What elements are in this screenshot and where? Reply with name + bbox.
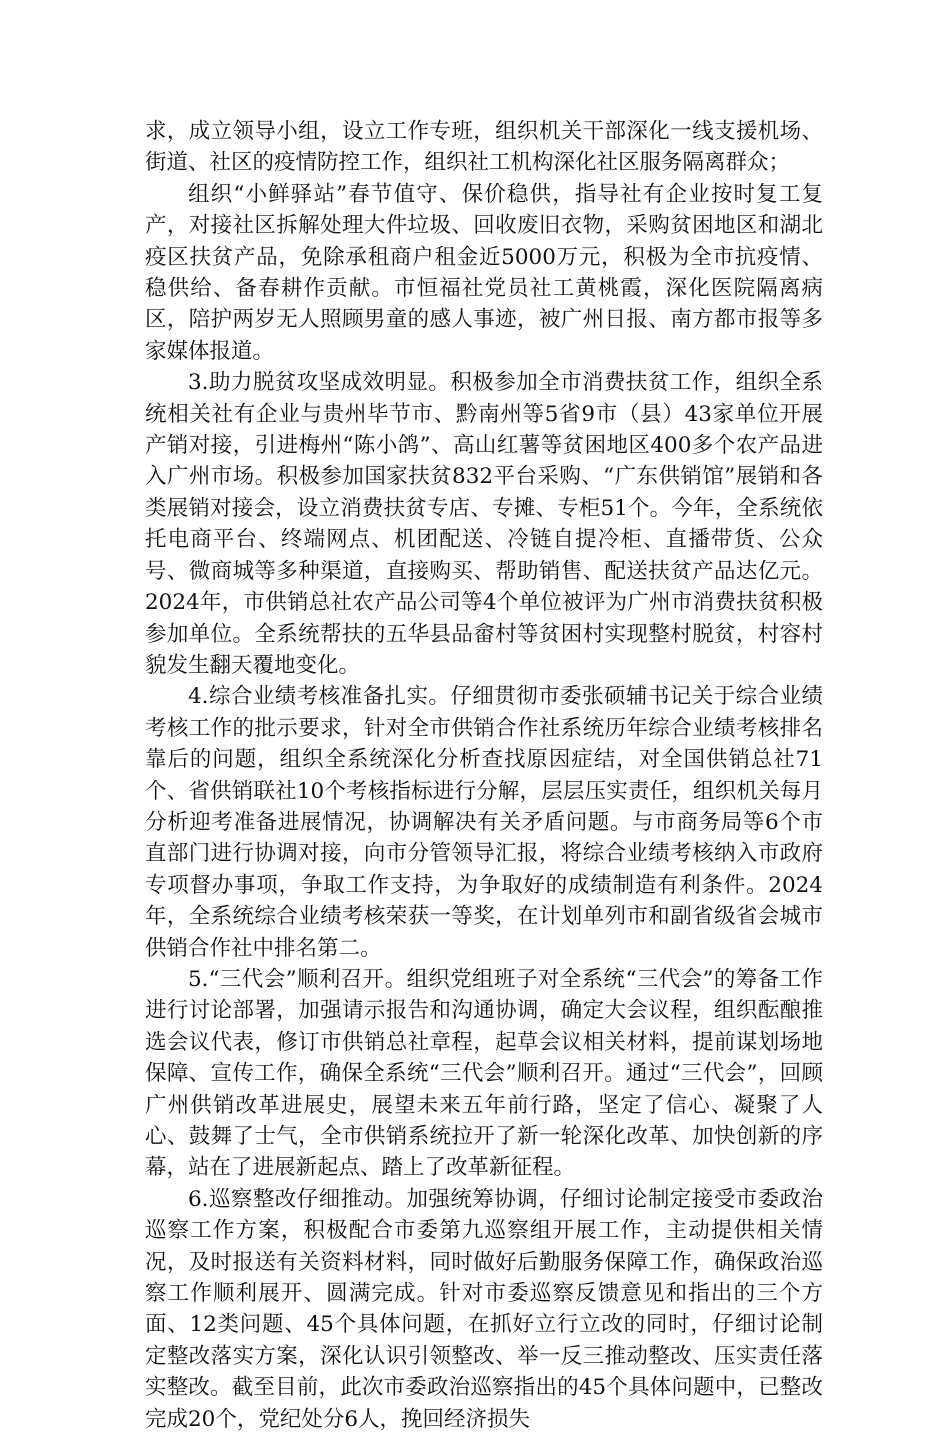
paragraph-inspection-rectification: 6.巡察整改仔细推动。加强统筹协调，仔细讨论制定接受市委政治巡察工作方案，积极配合市委第九巡察组开展工作，主动提供相关情况，及时报送有关资料材料，同时做好后勤服务保障工作，确保政治巡察工作顺利展开、圆满完成。针对市委巡察反馈意见和指出的三个方面、12类问题、45个具体问题，在抓好立行立改的同时，仔细讨论制定整改落实方案，深化认识引领整改、举一反三推动整改、压实责任落实整改。截至目前，此次市委政治巡察指出的45个具体问题中，已整改完成20个，党纪处分6人，挽回经济损失 — [145, 1186, 823, 1432]
paragraph-poverty-alleviation: 3.助力脱贫攻坚成效明显。积极参加全市消费扶贫工作，组织全系统相关社有企业与贵州毕节市、黔南州等5省9市（县）43家单位开展产销对接，引进梅州“陈小鸽”、高山红薯等贫困地区400多个农产品进入广州市场。积极参加国家扶贫832平台采购、“广东供销馆”展销和各类展销对接会，设立消费扶贫专店、专摊、专柜51个。今年，全系统依托电商平台、终端网点、机团配送、冷链自提冷柜、直播带货、公众号、微商城等多种渠道，直接购买、帮助销售、配送扶贫产品达亿元。2024年，市供销总社农产品公司等4个单位被评为广州市消费扶贫积极参加单位。全系统帮扶的五华县品畲村等贫困村实现整村脱贫，村容村貌发生翻天覆地变化。 — [145, 370, 823, 678]
document-body — [145, 116, 823, 1435]
paragraph-continuation: 求，成立领导小组，设立工作专班，组织机关干部深化一线支援机场、街道、社区的疫情防控工作，组织社工机构深化社区服务隔离群众； — [145, 119, 823, 176]
paragraph-performance-assessment: 4.综合业绩考核准备扎实。仔细贯彻市委张硕辅书记关于综合业绩考核工作的批示要求，针对全市供销合作社系统历年综合业绩考核排名靠后的问题，组织全系统深化分析查找原因症结，对全国供销总社71个、省供销联社10个考核指标进行分解，层层压实责任，组织机关每月分析迎考准备进展情况，协调解决有关矛盾问题。与市商务局等6个市直部门进行协调对接，向市分管领导汇报，将综合业绩考核纳入市政府专项督办事项，争取工作支持，为争取好的成绩制造有利条件。2024年，全系统综合业绩考核荣获一等奖，在计划单列市和副省级省会城市供销合作社中排名第二。 — [145, 684, 823, 961]
paragraph-three-congress: 5.“三代会”顺利召开。组织党组班子对全系统“三代会”的筹备工作进行讨论部署，加强请示报告和沟通协调，确定大会议程，组织酝酿推选会议代表，修订市供销总社章程，起草会议相关材料，提前谋划场地保障、宣传工作，确保全系统“三代会”顺利召开。通过“三代会”，回顾广州供销改革进展史，展望未来五年前行路，坚定了信心、凝聚了人心、鼓舞了士气，全市供销系统拉开了新一轮深化改革、加快创新的序幕，站在了进展新起点、踏上了改革新征程。 — [145, 966, 823, 1181]
paragraph-fresh-station: 组织“小鲜驿站”春节值守、保价稳供，指导社有企业按时复工复产，对接社区拆解处理大件垃圾、回收废旧衣物，采购贫困地区和湖北疫区扶贫产品，免除承租商户租金近5000万元，积极为全市抗疫情、稳供给、备春耕作贡献。市恒福社党员社工黄桃霞，深化医院隔离病区，陪护两岁无人照顾男童的感人事迹，被广州日报、南方都市报等多家媒体报道。 — [145, 181, 823, 364]
